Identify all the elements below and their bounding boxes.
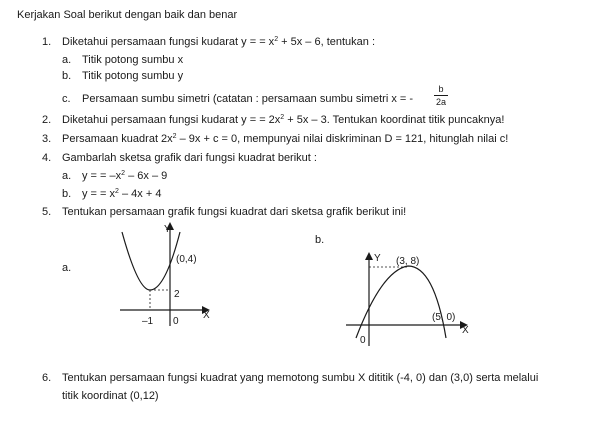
q3-number: 3. — [42, 133, 52, 145]
q5-number: 5. — [42, 206, 52, 218]
q1-text: Diketahui persamaan fungsi kudarat y = = $x^2 + 5x - 6$, tentukan : — [62, 36, 376, 48]
q6-text-line2: titik koordinat (0,12) — [62, 390, 159, 402]
graph-b-origin-label: 0 — [360, 335, 366, 346]
q1-number: 1. — [42, 36, 52, 48]
q1-a-text: Titik potong sumbu x — [82, 54, 184, 66]
q5-graph-a-label: a. — [62, 262, 72, 274]
graph-b-root-label: (5, 0) — [432, 312, 456, 323]
graph-a-x-label: X — [203, 310, 210, 321]
q4-text: Gambarlah sketsa grafik dari fungsi kuadrat berikut : — [62, 152, 317, 164]
graph-a-point-label: (0,4) — [176, 254, 197, 265]
fraction-denominator: 2a — [435, 97, 446, 107]
q1-a-label: a. — [62, 54, 72, 66]
graph-b-x-label: X — [462, 325, 469, 336]
q1-c-label: c. — [62, 93, 71, 105]
graph-b-y-label: Y — [374, 253, 381, 264]
q1-b-text: Titik potong sumbu y — [82, 70, 184, 82]
q3-text: Persamaan kuadrat $2x^2 - 9x + c = 0$, mempunyai nilai diskriminan D = 121, hitunglah nilai c! — [62, 133, 509, 145]
q6-text-line1: Tentukan persamaan fungsi kuadrat yang memotong sumbu X dititik (-4, 0) dan (3,0) serta melalui — [62, 372, 539, 384]
q1-b-label: b. — [62, 70, 72, 82]
q4-b-label: b. — [62, 188, 72, 200]
q4-number: 4. — [42, 152, 52, 164]
q2-text: Diketahui persamaan fungsi kudarat y = = $2x^2 + 5x - 3$. Tentukan koordinat titik puncaknya! — [62, 114, 505, 126]
q5-text: Tentukan persamaan grafik fungsi kuadrat dari sketsa grafik berikut ini! — [62, 206, 407, 218]
q4-a-equation: y = = $-x^2 - 6x - 9$ — [82, 170, 168, 182]
graph-a-min-x-label: –1 — [142, 316, 154, 327]
graph-a-origin-label: 0 — [173, 316, 179, 327]
fraction-numerator: b — [438, 84, 444, 94]
q5-graph-b-label: b. — [315, 234, 325, 246]
worksheet-title: Kerjakan Soal berikut dengan baik dan benar — [17, 9, 238, 21]
graph-a-y-label: Y — [164, 224, 171, 235]
graph-b-peak-label: (3, 8) — [396, 256, 420, 267]
q4-a-label: a. — [62, 170, 72, 182]
graph-a-min-y-label: 2 — [174, 289, 180, 300]
graph-b-y-arrow — [365, 252, 373, 260]
q6-number: 6. — [42, 372, 52, 384]
q2-number: 2. — [42, 114, 52, 126]
q4-b-equation: y = = $x^2 - 4x + 4$ — [82, 188, 162, 200]
q1-c-text: Persamaan sumbu simetri (catatan : persamaan sumbu simetri x = - — [82, 93, 414, 105]
